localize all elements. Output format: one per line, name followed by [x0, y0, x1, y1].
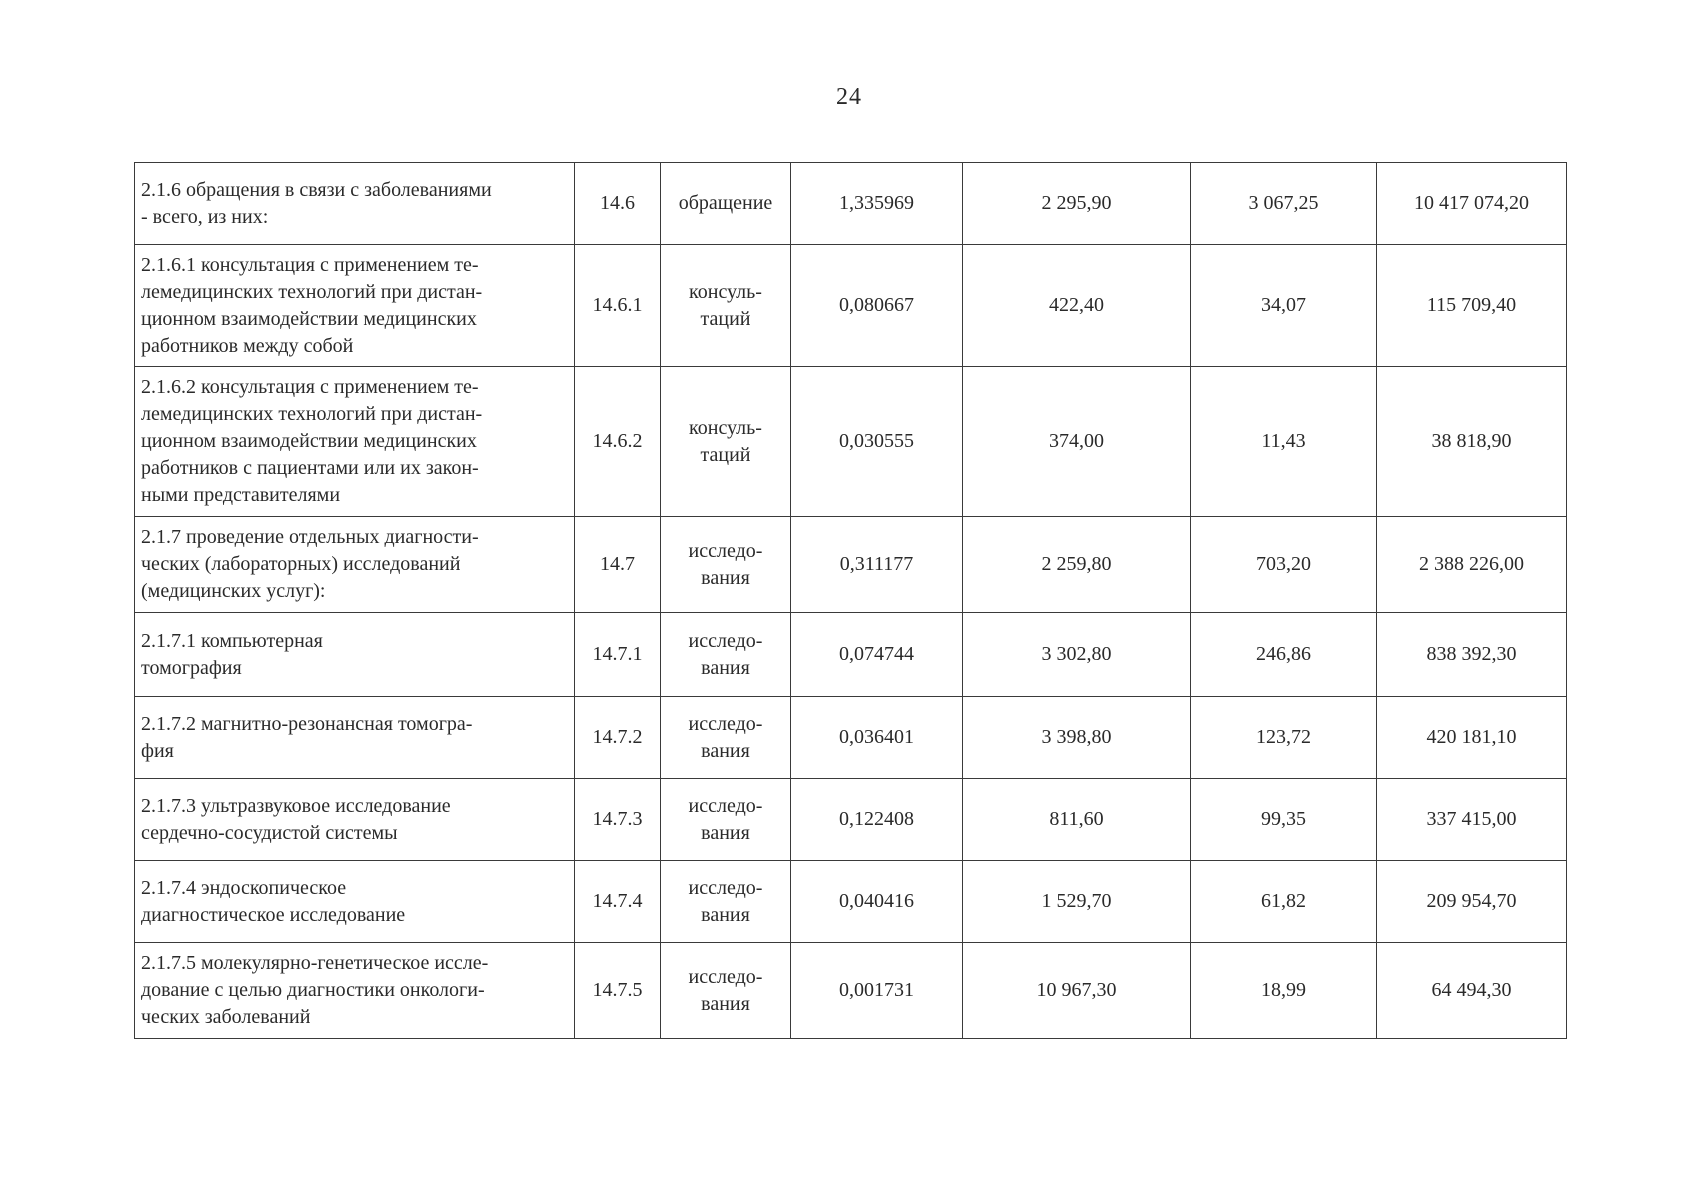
row-code-cell: 14.7.5 [575, 943, 661, 1039]
row-unit-line: консуль- [689, 280, 762, 303]
row-cost-cell: 811,60 [963, 779, 1191, 861]
row-unit-cell [661, 517, 791, 613]
row-total-cell: 64 494,30 [1377, 943, 1567, 1039]
table-row [135, 861, 1567, 943]
row-unit-cell [661, 367, 791, 517]
row-unit-cell [661, 861, 791, 943]
row-per-capita-cell: 99,35 [1191, 779, 1377, 861]
row-name-line: диагностическое исследование [141, 903, 406, 926]
row-code-cell: 14.7.2 [575, 697, 661, 779]
row-unit-line: вания [701, 656, 750, 679]
row-name-line: дование с целью диагностики онкологи- [141, 979, 485, 1001]
row-name-line: 2.1.7.3 ультразвуковое исследование [141, 794, 451, 817]
table-row [135, 517, 1567, 613]
row-per-capita-cell: 3 067,25 [1191, 163, 1377, 245]
row-unit-line: вания [701, 903, 750, 926]
row-name-line: работников между собой [141, 334, 354, 357]
row-code-cell: 14.7.4 [575, 861, 661, 943]
row-name-cell [135, 613, 575, 697]
row-unit-line: исследо- [688, 876, 763, 899]
row-unit-line: вания [701, 992, 750, 1015]
row-name-line: ционном взаимодействии медицинских [141, 307, 477, 330]
row-unit-line: обращение [678, 192, 773, 214]
row-name-cell [135, 517, 575, 613]
table-row [135, 943, 1567, 1039]
row-name-cell [135, 861, 575, 943]
row-name-cell [135, 943, 575, 1039]
row-cost-cell: 3 302,80 [963, 613, 1191, 697]
row-unit-line: исследо- [688, 794, 763, 817]
row-code-cell: 14.7 [575, 517, 661, 613]
row-cost-cell: 422,40 [963, 245, 1191, 367]
row-total-cell: 838 392,30 [1377, 613, 1567, 697]
row-cost-cell: 1 529,70 [963, 861, 1191, 943]
row-unit-cell [661, 245, 791, 367]
row-per-capita-cell: 18,99 [1191, 943, 1377, 1039]
row-name-line: 2.1.6.1 консультация с применением те- [141, 253, 479, 276]
row-name-line: 2.1.7.1 компьютерная [141, 629, 323, 652]
row-name-line: 2.1.7.4 эндоскопическое [141, 876, 347, 899]
row-total-cell: 38 818,90 [1377, 367, 1567, 517]
row-norm-cell: 0,122408 [791, 779, 963, 861]
row-per-capita-cell: 123,72 [1191, 697, 1377, 779]
table-body [135, 163, 1567, 1039]
row-name-cell [135, 367, 575, 517]
row-unit-line: консуль- [689, 416, 762, 439]
row-name-line: (медицинских услуг): [141, 580, 326, 602]
row-unit-line: исследо- [688, 965, 763, 988]
row-code-cell: 14.6 [575, 163, 661, 245]
row-per-capita-cell: 34,07 [1191, 245, 1377, 367]
row-total-cell: 2 388 226,00 [1377, 517, 1567, 613]
row-name-line: ционном взаимодействии медицинских [141, 430, 477, 452]
table-row [135, 245, 1567, 367]
row-name-cell [135, 779, 575, 861]
row-norm-cell: 0,311177 [791, 517, 963, 613]
page-number: 24 [836, 84, 862, 110]
row-name-line: 2.1.6 обращения в связи с заболеваниями [141, 178, 492, 201]
row-name-line: 2.1.7 проведение отдельных диагности- [141, 526, 479, 548]
row-name-line: - всего, из них: [141, 205, 269, 228]
row-unit-cell [661, 163, 791, 245]
row-unit-line: таций [700, 443, 751, 466]
row-unit-line: вания [701, 566, 750, 589]
row-per-capita-cell: 11,43 [1191, 367, 1377, 517]
row-unit-cell [661, 779, 791, 861]
row-cost-cell: 3 398,80 [963, 697, 1191, 779]
row-code-cell: 14.6.1 [575, 245, 661, 367]
row-unit-cell [661, 697, 791, 779]
data-table [134, 162, 1567, 1039]
row-cost-cell: 2 295,90 [963, 163, 1191, 245]
row-unit-line: исследо- [688, 539, 763, 562]
row-norm-cell: 0,001731 [791, 943, 963, 1039]
table-row [135, 779, 1567, 861]
row-total-cell: 10 417 074,20 [1377, 163, 1567, 245]
row-name-line: лемедицинских технологий при дистан- [141, 403, 483, 425]
row-norm-cell: 0,080667 [791, 245, 963, 367]
row-name-line: работников с пациентами или их закон- [141, 457, 479, 479]
row-name-line: 2.1.6.2 консультация с применением те- [141, 376, 479, 398]
row-per-capita-cell: 61,82 [1191, 861, 1377, 943]
row-per-capita-cell: 246,86 [1191, 613, 1377, 697]
row-code-cell: 14.7.1 [575, 613, 661, 697]
row-norm-cell: 0,040416 [791, 861, 963, 943]
row-name-line: фия [141, 739, 174, 762]
row-per-capita-cell: 703,20 [1191, 517, 1377, 613]
row-name-line: 2.1.7.2 магнитно-резонансная томогра- [141, 712, 473, 735]
row-unit-line: исследо- [688, 712, 763, 735]
row-cost-cell: 2 259,80 [963, 517, 1191, 613]
row-unit-line: вания [701, 821, 750, 844]
row-name-line: ческих заболеваний [141, 1006, 311, 1028]
row-norm-cell: 1,335969 [791, 163, 963, 245]
row-name-line: лемедицинских технологий при дистан- [141, 280, 483, 303]
table-row [135, 613, 1567, 697]
row-unit-line: исследо- [688, 629, 763, 652]
row-name-cell [135, 163, 575, 245]
table-row [135, 367, 1567, 517]
row-cost-cell: 10 967,30 [963, 943, 1191, 1039]
row-name-cell [135, 697, 575, 779]
row-cost-cell: 374,00 [963, 367, 1191, 517]
row-unit-cell [661, 943, 791, 1039]
row-norm-cell: 0,030555 [791, 367, 963, 517]
row-code-cell: 14.7.3 [575, 779, 661, 861]
table-row [135, 163, 1567, 245]
row-name-line: ными представителями [141, 484, 341, 506]
row-name-line: томография [141, 656, 242, 679]
row-code-cell: 14.6.2 [575, 367, 661, 517]
row-unit-line: таций [700, 307, 751, 330]
row-name-line: 2.1.7.5 молекулярно-генетическое иссле- [141, 952, 489, 974]
row-norm-cell: 0,074744 [791, 613, 963, 697]
table-row [135, 697, 1567, 779]
row-name-line: сердечно-сосудистой системы [141, 821, 398, 844]
row-total-cell: 115 709,40 [1377, 245, 1567, 367]
row-unit-line: вания [701, 739, 750, 762]
row-total-cell: 209 954,70 [1377, 861, 1567, 943]
row-norm-cell: 0,036401 [791, 697, 963, 779]
row-name-line: ческих (лабораторных) исследований [141, 553, 461, 575]
row-name-cell [135, 245, 575, 367]
row-total-cell: 337 415,00 [1377, 779, 1567, 861]
row-unit-cell [661, 613, 791, 697]
row-total-cell: 420 181,10 [1377, 697, 1567, 779]
